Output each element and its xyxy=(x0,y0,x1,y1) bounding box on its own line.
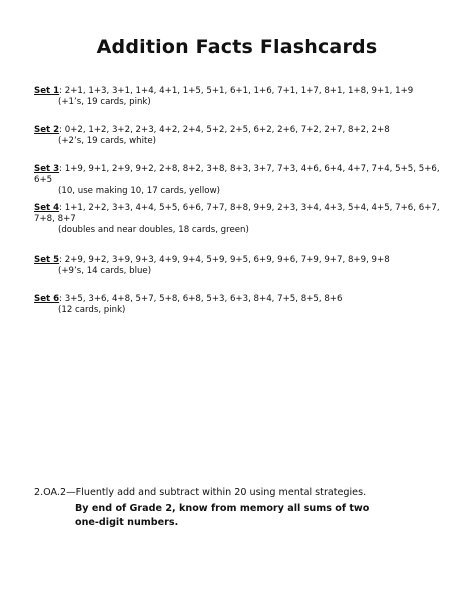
set-label-colon: : xyxy=(59,294,63,304)
set-label-colon: : xyxy=(59,86,63,96)
set-facts-line xyxy=(34,164,444,186)
set-facts-line xyxy=(34,294,444,305)
set-note: (10, use making 10, 17 cards, yellow) xyxy=(58,186,220,196)
standard-note: By end of Grade 2, know from memory all sums of two one-digit numbers. xyxy=(75,503,370,528)
flashcard-set-6 xyxy=(34,294,444,316)
flashcard-set-1 xyxy=(34,86,444,108)
set-note: (+2’s, 19 cards, white) xyxy=(58,136,157,146)
set-label: Set 4 xyxy=(34,203,60,213)
set-note: (12 cards, pink) xyxy=(58,305,126,315)
set-note: (+9’s, 14 cards, blue) xyxy=(58,266,152,276)
set-facts-line xyxy=(34,125,444,136)
set-facts: 2+1, 1+3, 3+1, 1+4, 4+1, 1+5, 5+1, 6+1, 1+6, 7+1, 1+7, 8+1, 1+8, 9+1, 1+9 xyxy=(64,86,414,96)
flashcard-set-2 xyxy=(34,125,444,147)
set-note: (doubles and near doubles, 18 cards, green) xyxy=(58,225,249,235)
flashcard-set-5 xyxy=(34,255,444,277)
set-label-colon: : xyxy=(59,164,63,174)
set-label: Set 5 xyxy=(34,255,60,265)
standard-statement: 2.OA.2—Fluently add and subtract within 20 using mental strategies. xyxy=(34,487,367,498)
set-facts-line xyxy=(34,255,444,266)
flashcard-set-3 xyxy=(34,164,444,197)
flashcard-set-4 xyxy=(34,203,444,236)
set-facts: 2+9, 9+2, 3+9, 9+3, 4+9, 9+4, 5+9, 9+5, 6+9, 9+6, 7+9, 9+7, 8+9, 9+8 xyxy=(64,255,390,265)
set-label: Set 3 xyxy=(34,164,60,174)
set-label: Set 6 xyxy=(34,294,60,304)
set-label-colon: : xyxy=(59,255,63,265)
set-label: Set 2 xyxy=(34,125,60,135)
set-note: (+1’s, 19 cards, pink) xyxy=(58,97,151,107)
set-facts: 3+5, 3+6, 4+8, 5+7, 5+8, 6+8, 5+3, 6+3, 8+4, 7+5, 8+5, 8+6 xyxy=(64,294,343,304)
set-label-colon: : xyxy=(59,125,63,135)
set-facts: 1+9, 9+1, 2+9, 9+2, 2+8, 8+2, 3+8, 8+3, 3+7, 7+3, 4+6, 6+4, 4+7, 7+4, 5+5, 5+6, 6+5 xyxy=(34,164,440,185)
page-title: Addition Facts Flashcards xyxy=(96,36,378,58)
set-label: Set 1 xyxy=(34,86,60,96)
set-facts: 0+2, 1+2, 3+2, 2+3, 4+2, 2+4, 5+2, 2+5, 6+2, 2+6, 7+2, 2+7, 8+2, 2+8 xyxy=(64,125,390,135)
set-facts-line xyxy=(34,86,444,97)
set-facts-line xyxy=(34,203,444,225)
set-label-colon: : xyxy=(59,203,63,213)
set-facts: 1+1, 2+2, 3+3, 4+4, 5+5, 6+6, 7+7, 8+8, 9+9, 2+3, 3+4, 4+3, 5+4, 4+5, 7+6, 6+7, 7+8, 8+7 xyxy=(34,203,440,224)
